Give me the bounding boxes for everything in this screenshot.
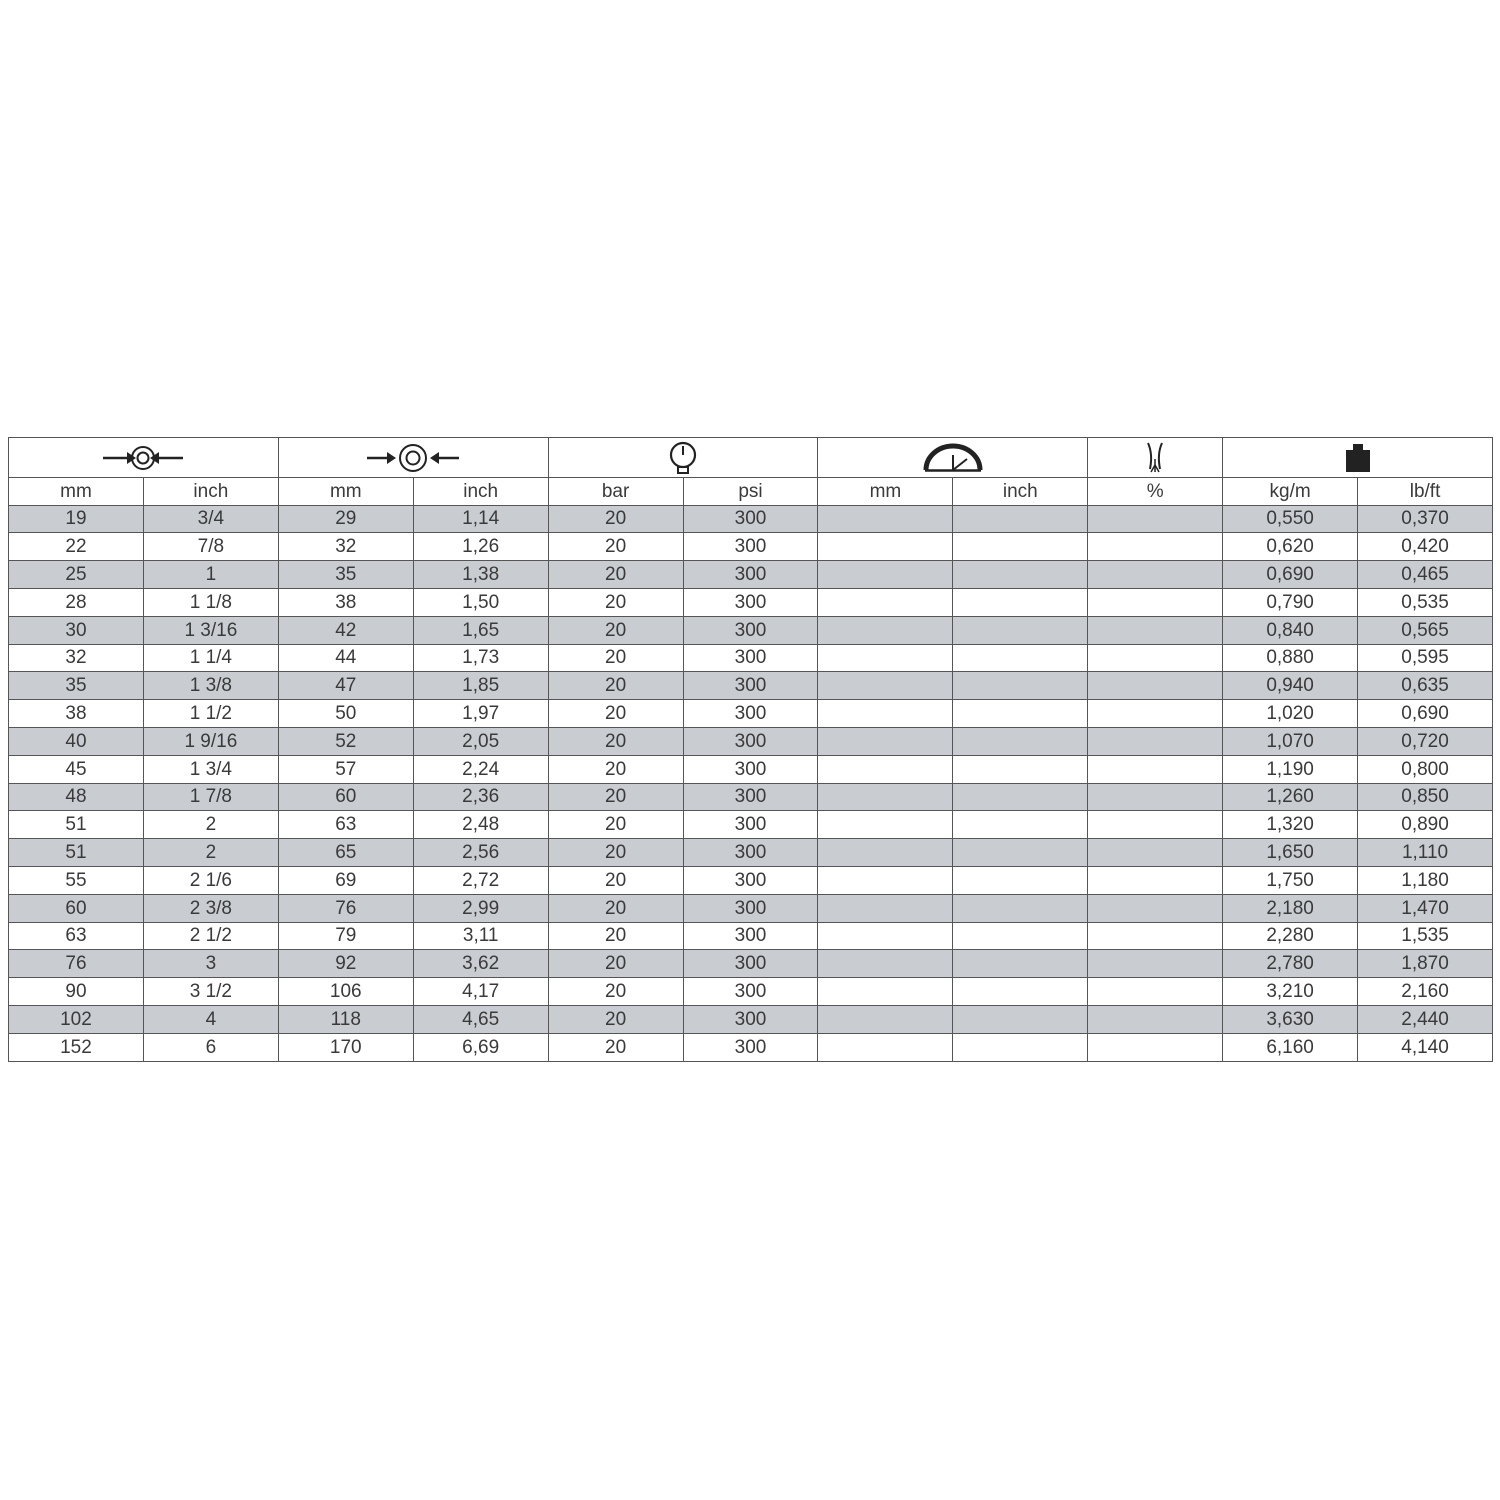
table-cell (953, 1033, 1088, 1061)
table-cell: 2,05 (413, 727, 548, 755)
table-cell: 60 (278, 783, 413, 811)
table-cell (1088, 1005, 1223, 1033)
table-cell: 2,36 (413, 783, 548, 811)
table-cell: 1,110 (1358, 839, 1493, 867)
table-cell: 300 (683, 978, 818, 1006)
table-cell (818, 727, 953, 755)
table-cell: 3,11 (413, 922, 548, 950)
table-cell: 20 (548, 616, 683, 644)
table-cell: 20 (548, 672, 683, 700)
table-cell: 102 (9, 1005, 144, 1033)
table-cell: 300 (683, 588, 818, 616)
table-cell: 3,630 (1223, 1005, 1358, 1033)
table-cell: 300 (683, 561, 818, 589)
table-cell (818, 616, 953, 644)
table-cell: 1,65 (413, 616, 548, 644)
table-cell (1088, 978, 1223, 1006)
table-row (9, 783, 1493, 811)
table-cell: 1,260 (1223, 783, 1358, 811)
table-cell (1088, 811, 1223, 839)
table-cell (818, 811, 953, 839)
table-cell: 76 (278, 894, 413, 922)
table-cell (1088, 644, 1223, 672)
table-cell: 1,870 (1358, 950, 1493, 978)
table-row (9, 950, 1493, 978)
table-cell: 20 (548, 588, 683, 616)
table-cell: 20 (548, 700, 683, 728)
table-cell: 2 (143, 811, 278, 839)
table-cell: 63 (278, 811, 413, 839)
table-cell: 2,280 (1223, 922, 1358, 950)
table-cell: 4,65 (413, 1005, 548, 1033)
table-cell (953, 644, 1088, 672)
table-cell: 170 (278, 1033, 413, 1061)
outer-diameter-icon (278, 438, 548, 478)
table-cell (1088, 505, 1223, 533)
table-cell: 22 (9, 533, 144, 561)
unit-header-cell: mm (9, 478, 144, 506)
table-row (9, 811, 1493, 839)
table-cell: 1 9/16 (143, 727, 278, 755)
icon-header-row (9, 438, 1493, 478)
table-cell: 1,320 (1223, 811, 1358, 839)
table-cell: 2,780 (1223, 950, 1358, 978)
table-cell: 300 (683, 783, 818, 811)
table-cell: 4,140 (1358, 1033, 1493, 1061)
table-cell: 69 (278, 866, 413, 894)
table-cell: 25 (9, 561, 144, 589)
table-cell (818, 588, 953, 616)
table-cell (818, 533, 953, 561)
table-cell: 1,38 (413, 561, 548, 589)
table-cell: 44 (278, 644, 413, 672)
table-cell: 50 (278, 700, 413, 728)
table-cell: 20 (548, 755, 683, 783)
table-cell: 2 (143, 839, 278, 867)
table-cell: 1,070 (1223, 727, 1358, 755)
table-cell (953, 1005, 1088, 1033)
table-cell: 1 3/16 (143, 616, 278, 644)
table-row (9, 672, 1493, 700)
table-cell: 20 (548, 950, 683, 978)
table-cell: 2,48 (413, 811, 548, 839)
table-cell: 2 1/6 (143, 866, 278, 894)
table-row (9, 616, 1493, 644)
table-cell (953, 700, 1088, 728)
table-cell: 20 (548, 533, 683, 561)
table-cell: 20 (548, 811, 683, 839)
table-cell (1088, 672, 1223, 700)
table-cell: 35 (278, 561, 413, 589)
table-row (9, 922, 1493, 950)
table-cell (1088, 561, 1223, 589)
table-cell: 0,565 (1358, 616, 1493, 644)
table-cell (818, 839, 953, 867)
table-cell: 1,50 (413, 588, 548, 616)
table-row (9, 866, 1493, 894)
table-cell: 118 (278, 1005, 413, 1033)
table-cell: 0,840 (1223, 616, 1358, 644)
table-cell (1088, 616, 1223, 644)
table-cell (818, 1005, 953, 1033)
table-cell (953, 561, 1088, 589)
table-row (9, 588, 1493, 616)
table-cell: 2,56 (413, 839, 548, 867)
table-row (9, 978, 1493, 1006)
table-cell (1088, 866, 1223, 894)
table-cell: 40 (9, 727, 144, 755)
table-cell: 2,160 (1358, 978, 1493, 1006)
table-cell: 4 (143, 1005, 278, 1033)
table-cell (818, 950, 953, 978)
table-row (9, 839, 1493, 867)
unit-header-cell: lb/ft (1358, 478, 1493, 506)
table-cell: 1,26 (413, 533, 548, 561)
inner-diameter-icon (9, 438, 279, 478)
table-cell (953, 978, 1088, 1006)
table-cell: 48 (9, 783, 144, 811)
table-cell: 2,99 (413, 894, 548, 922)
table-cell: 90 (9, 978, 144, 1006)
table-cell: 47 (278, 672, 413, 700)
table-cell: 300 (683, 894, 818, 922)
unit-header-cell: bar (548, 478, 683, 506)
bend-radius-icon (818, 438, 1088, 478)
table-cell: 1,750 (1223, 866, 1358, 894)
table-cell: 3 (143, 950, 278, 978)
table-cell: 4,17 (413, 978, 548, 1006)
table-cell: 65 (278, 839, 413, 867)
unit-header-cell: mm (818, 478, 953, 506)
table-cell: 7/8 (143, 533, 278, 561)
table-cell: 1 1/2 (143, 700, 278, 728)
unit-header-cell: % (1088, 478, 1223, 506)
table-cell: 20 (548, 894, 683, 922)
table-cell (1088, 533, 1223, 561)
table-cell (953, 727, 1088, 755)
table-cell: 2 1/2 (143, 922, 278, 950)
table-cell: 0,890 (1358, 811, 1493, 839)
table-cell: 0,690 (1358, 700, 1493, 728)
table-cell (818, 783, 953, 811)
table-cell: 0,790 (1223, 588, 1358, 616)
table-cell: 0,850 (1358, 783, 1493, 811)
table-cell (1088, 727, 1223, 755)
table-cell: 20 (548, 505, 683, 533)
table-cell: 55 (9, 866, 144, 894)
table-cell: 76 (9, 950, 144, 978)
table-cell: 152 (9, 1033, 144, 1061)
table-cell (953, 839, 1088, 867)
table-cell (818, 644, 953, 672)
table-cell: 300 (683, 811, 818, 839)
table-cell: 0,620 (1223, 533, 1358, 561)
table-cell: 6,69 (413, 1033, 548, 1061)
table-row (9, 644, 1493, 672)
unit-header-cell: mm (278, 478, 413, 506)
table-cell: 51 (9, 839, 144, 867)
table-cell: 1,85 (413, 672, 548, 700)
unit-header-cell: psi (683, 478, 818, 506)
table-cell: 20 (548, 1005, 683, 1033)
table-cell (1088, 894, 1223, 922)
table-cell (1088, 1033, 1223, 1061)
table-cell (818, 755, 953, 783)
table-cell (953, 866, 1088, 894)
table-cell (953, 588, 1088, 616)
table-row (9, 727, 1493, 755)
table-row (9, 894, 1493, 922)
table-cell: 20 (548, 1033, 683, 1061)
table-cell: 6,160 (1223, 1033, 1358, 1061)
table-cell: 2,440 (1358, 1005, 1493, 1033)
table-cell: 300 (683, 727, 818, 755)
table-cell: 300 (683, 644, 818, 672)
table-cell: 20 (548, 839, 683, 867)
table-cell: 1,180 (1358, 866, 1493, 894)
table-row (9, 1005, 1493, 1033)
table-cell: 3/4 (143, 505, 278, 533)
table-cell (1088, 839, 1223, 867)
table-cell: 0,720 (1358, 727, 1493, 755)
table-cell: 300 (683, 533, 818, 561)
table-cell: 300 (683, 672, 818, 700)
table-cell: 0,550 (1223, 505, 1358, 533)
table-cell: 1 3/4 (143, 755, 278, 783)
pressure-gauge-icon (548, 438, 818, 478)
table-cell: 300 (683, 950, 818, 978)
table-cell (953, 811, 1088, 839)
table-cell (953, 672, 1088, 700)
table-cell: 20 (548, 783, 683, 811)
table-cell: 52 (278, 727, 413, 755)
table-cell: 1 1/8 (143, 588, 278, 616)
table-cell: 92 (278, 950, 413, 978)
vacuum-icon (1088, 438, 1223, 478)
table-cell (1088, 588, 1223, 616)
table-cell: 1,535 (1358, 922, 1493, 950)
table-cell: 0,940 (1223, 672, 1358, 700)
table-cell: 79 (278, 922, 413, 950)
table-cell: 3,210 (1223, 978, 1358, 1006)
table-cell: 57 (278, 755, 413, 783)
table-cell: 0,635 (1358, 672, 1493, 700)
table-row (9, 700, 1493, 728)
table-cell: 0,690 (1223, 561, 1358, 589)
table-cell (818, 505, 953, 533)
unit-header-cell: inch (413, 478, 548, 506)
table-cell: 0,420 (1358, 533, 1493, 561)
table-cell: 0,800 (1358, 755, 1493, 783)
table-cell: 1,73 (413, 644, 548, 672)
table-cell: 3 1/2 (143, 978, 278, 1006)
table-cell (818, 978, 953, 1006)
table-cell (818, 866, 953, 894)
table-cell: 1 (143, 561, 278, 589)
table-row (9, 1033, 1493, 1061)
table-cell (818, 700, 953, 728)
table-cell: 32 (278, 533, 413, 561)
table-cell: 300 (683, 1033, 818, 1061)
table-cell (1088, 783, 1223, 811)
table-cell: 35 (9, 672, 144, 700)
table-cell: 2,72 (413, 866, 548, 894)
table-cell: 2 3/8 (143, 894, 278, 922)
table-cell (818, 1033, 953, 1061)
table-cell (953, 505, 1088, 533)
table-cell: 20 (548, 922, 683, 950)
table-cell: 300 (683, 866, 818, 894)
table-cell: 3,62 (413, 950, 548, 978)
table-cell: 1 1/4 (143, 644, 278, 672)
table-cell: 106 (278, 978, 413, 1006)
table-cell (818, 561, 953, 589)
table-cell (953, 616, 1088, 644)
table-cell: 1,97 (413, 700, 548, 728)
table-cell: 20 (548, 561, 683, 589)
table-cell: 38 (9, 700, 144, 728)
table-cell: 20 (548, 644, 683, 672)
table-cell: 19 (9, 505, 144, 533)
table-cell (818, 922, 953, 950)
table-cell: 45 (9, 755, 144, 783)
table-cell (953, 755, 1088, 783)
table-cell (953, 894, 1088, 922)
table-cell (1088, 950, 1223, 978)
table-cell: 0,465 (1358, 561, 1493, 589)
table-cell (1088, 700, 1223, 728)
table-cell: 32 (9, 644, 144, 672)
table-cell: 28 (9, 588, 144, 616)
unit-header-row (9, 478, 1493, 506)
table-cell: 1,190 (1223, 755, 1358, 783)
table-cell: 30 (9, 616, 144, 644)
table-cell (953, 950, 1088, 978)
table-cell: 2,24 (413, 755, 548, 783)
table-cell: 1,14 (413, 505, 548, 533)
table-cell: 20 (548, 866, 683, 894)
table-cell: 1,020 (1223, 700, 1358, 728)
table-cell: 2,180 (1223, 894, 1358, 922)
table-row (9, 755, 1493, 783)
table-cell: 300 (683, 922, 818, 950)
unit-header-cell: kg/m (1223, 478, 1358, 506)
weight-icon (1223, 438, 1493, 478)
table-cell: 300 (683, 616, 818, 644)
table-cell: 6 (143, 1033, 278, 1061)
table-cell: 0,535 (1358, 588, 1493, 616)
table-cell: 51 (9, 811, 144, 839)
table-cell: 0,595 (1358, 644, 1493, 672)
table-cell: 20 (548, 978, 683, 1006)
table-cell (953, 783, 1088, 811)
hose-spec-table (8, 437, 1493, 1062)
table-cell: 300 (683, 700, 818, 728)
table-body (9, 438, 1493, 1062)
table-cell (818, 672, 953, 700)
table-cell (953, 533, 1088, 561)
table-row (9, 561, 1493, 589)
table-cell: 300 (683, 1005, 818, 1033)
unit-header-cell: inch (143, 478, 278, 506)
table-cell: 38 (278, 588, 413, 616)
table-cell: 63 (9, 922, 144, 950)
table-cell: 0,370 (1358, 505, 1493, 533)
table-cell: 300 (683, 755, 818, 783)
table-cell: 29 (278, 505, 413, 533)
table-cell: 300 (683, 839, 818, 867)
table-cell: 20 (548, 727, 683, 755)
table-cell: 300 (683, 505, 818, 533)
unit-header-cell: inch (953, 478, 1088, 506)
table-row (9, 505, 1493, 533)
table-cell: 42 (278, 616, 413, 644)
table-cell: 0,880 (1223, 644, 1358, 672)
table-cell: 1 3/8 (143, 672, 278, 700)
table-cell (818, 894, 953, 922)
table-cell: 1 7/8 (143, 783, 278, 811)
table-cell: 1,650 (1223, 839, 1358, 867)
table-cell: 1,470 (1358, 894, 1493, 922)
table-row (9, 533, 1493, 561)
table-cell (1088, 755, 1223, 783)
table-cell (1088, 922, 1223, 950)
table-cell: 60 (9, 894, 144, 922)
table-cell (953, 922, 1088, 950)
